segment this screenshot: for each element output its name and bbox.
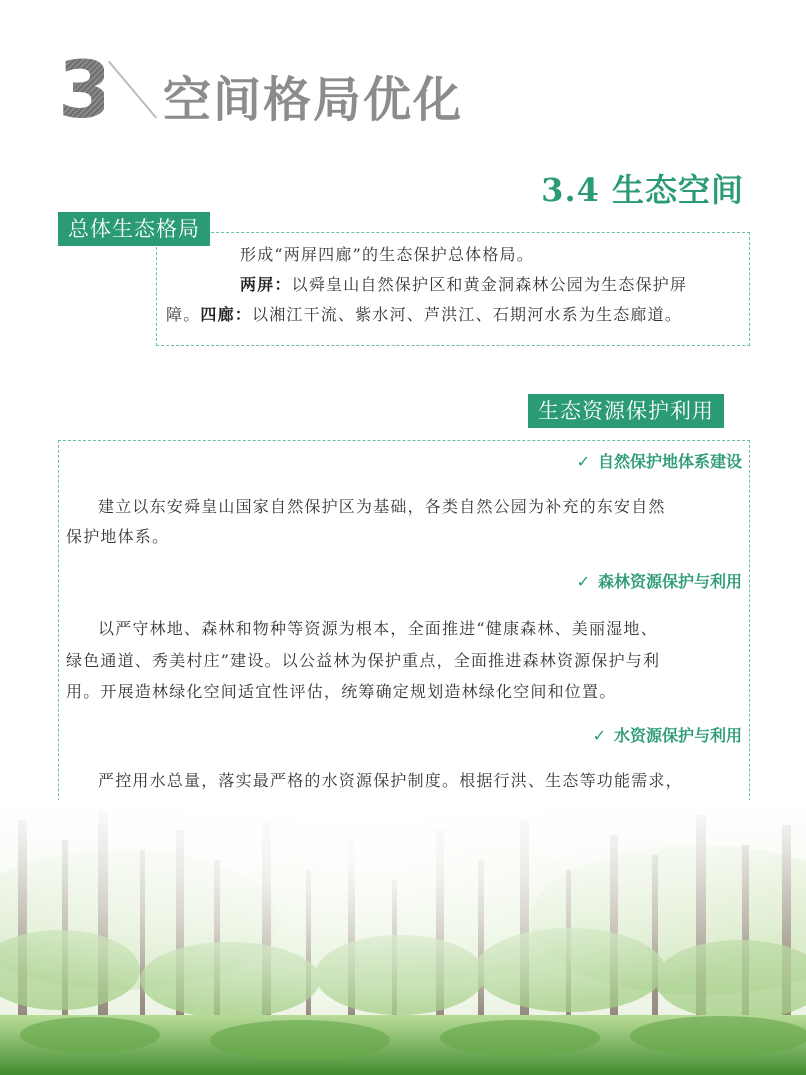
subhead-forest: ✓ 森林资源保护与利用: [576, 572, 742, 591]
nature-reserve-line2: 保护地体系。: [66, 527, 170, 546]
section-title: 3.4 生态空间: [541, 171, 744, 209]
chapter-number: 3: [58, 46, 111, 136]
chapter-divider: [108, 61, 157, 119]
liangping-text-end: 障。: [166, 305, 201, 324]
chapter-title: 空间格局优化: [163, 72, 464, 128]
forest-line2: 绿色通道、秀美村庄”建设。以公益林为保护重点，全面推进森林资源保护与利: [66, 651, 661, 670]
overall-pattern-tag: 总体生态格局: [58, 212, 210, 246]
water-line1: 严控用水总量，落实最严格的水资源保护制度。根据行洪、生态等功能需求，: [98, 771, 683, 790]
subhead-nature-reserve: ✓ 自然保护地体系建设: [576, 452, 742, 471]
resources-tag: 生态资源保护利用: [528, 394, 724, 428]
nature-reserve-line1: 建立以东安舜皇山国家自然保护区为基础，各类自然公园为补充的东安自然: [98, 497, 666, 516]
overall-silang-line: [166, 300, 682, 330]
liangping-label: 两屏：: [240, 275, 292, 294]
check-icon: ✓: [576, 572, 590, 591]
forest-illustration: [0, 800, 806, 1075]
liangping-text: 以舜皇山自然保护区和黄金洞森林公园为生态保护屏: [291, 275, 688, 294]
subhead-water: ✓ 水资源保护与利用: [592, 726, 742, 745]
check-icon: ✓: [576, 452, 590, 471]
check-icon: ✓: [592, 726, 606, 745]
forest-line1: 以严守林地、森林和物种等资源为根本，全面推进“健康森林、美丽湿地、: [98, 619, 658, 638]
silang-label: 四廊：: [200, 305, 253, 324]
forest-line3: 用。开展造林绿化空间适宜性评估，统筹确定规划造林绿化空间和位置。: [66, 682, 617, 701]
overall-liangping-line: [240, 270, 687, 300]
silang-text: 以湘江干流、紫水河、芦洪江、石期河水系为生态廊道。: [252, 305, 683, 324]
overall-line1: 形成“两屏四廊”的生态保护总体格局。: [240, 245, 534, 264]
